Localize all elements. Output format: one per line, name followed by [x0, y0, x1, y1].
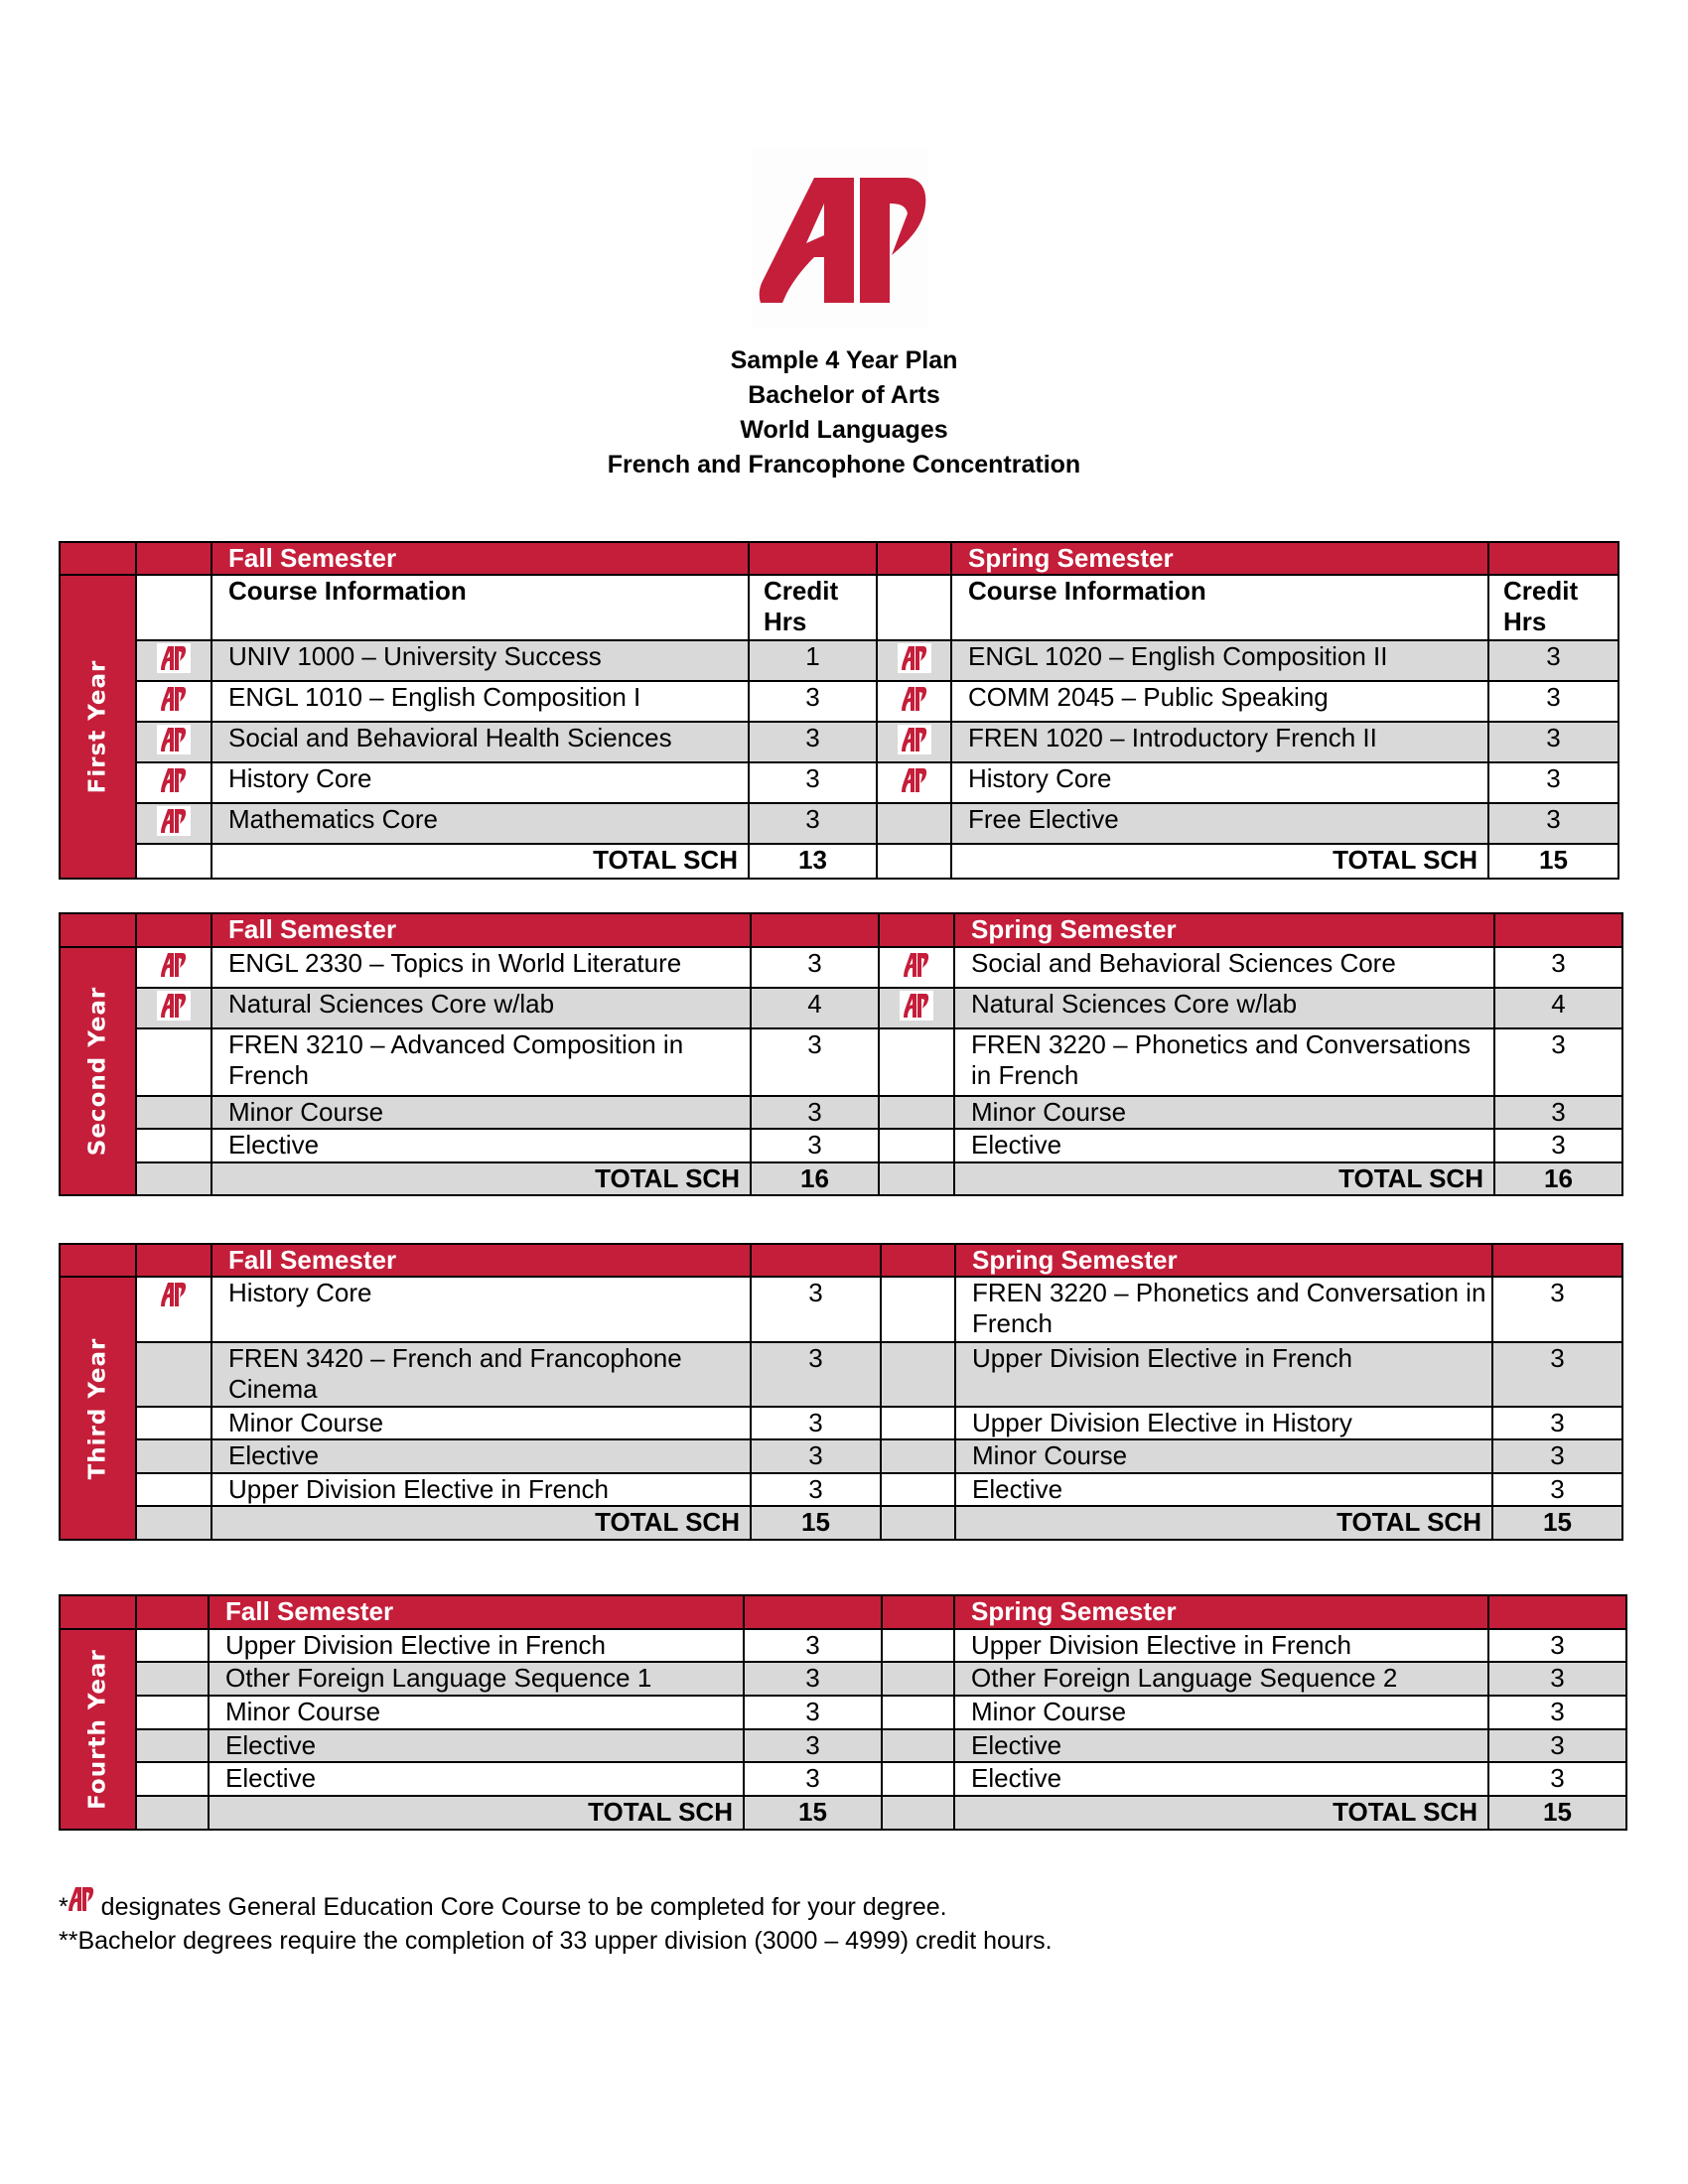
year-corner [60, 542, 136, 575]
spring-credits: 3 [1488, 1629, 1626, 1662]
fall-credits: 3 [744, 1762, 882, 1796]
year-corner [60, 913, 136, 947]
core-indicator [136, 1096, 211, 1129]
fall-course: Minor Course [211, 1407, 751, 1439]
spring-credits: 3 [1492, 1439, 1622, 1473]
course-row [60, 762, 1618, 803]
header-blank [751, 1244, 881, 1277]
fall-credits: 3 [751, 1096, 879, 1129]
fall-course: FREN 3420 – French and Francophone Cinema [211, 1342, 751, 1407]
spring-total-label: TOTAL SCH [954, 1796, 1488, 1830]
fall-course: Other Foreign Language Sequence 1 [209, 1662, 744, 1696]
course-info-header: Course Information [211, 575, 749, 640]
core-indicator [136, 1662, 209, 1696]
year-table-1 [59, 541, 1619, 880]
spring-total-label: TOTAL SCH [955, 1506, 1492, 1540]
icon-col-blank [136, 844, 211, 879]
spring-total-label: TOTAL SCH [954, 1162, 1494, 1195]
ap-core-icon [69, 1886, 94, 1920]
spring-course: Elective [954, 1762, 1488, 1796]
fall-total-value: 13 [749, 844, 877, 879]
fall-credits: 3 [749, 762, 877, 803]
spring-course: FREN 1020 – Introductory French II [951, 722, 1488, 762]
title-line-1: Sample 4 Year Plan [730, 346, 958, 374]
header-blank [749, 542, 877, 575]
course-row [60, 1277, 1622, 1342]
fall-course: History Core [211, 762, 749, 803]
core-indicator [879, 988, 954, 1028]
header-blank [882, 1595, 954, 1629]
core-indicator [879, 947, 954, 988]
spring-total-value: 16 [1494, 1162, 1622, 1195]
course-row [60, 1473, 1622, 1506]
total-row [60, 1796, 1626, 1830]
header-blank [881, 1244, 955, 1277]
icon-col-blank [879, 1162, 954, 1195]
year-table-3 [59, 1243, 1623, 1541]
fall-semester-header: Fall Semester [211, 542, 749, 575]
spring-credits: 4 [1494, 988, 1622, 1028]
spring-credits: 3 [1488, 1662, 1626, 1696]
spring-course: COMM 2045 – Public Speaking [951, 681, 1488, 722]
spring-credits: 3 [1488, 681, 1618, 722]
year-corner [60, 1244, 136, 1277]
header-blank [879, 913, 954, 947]
spring-credits: 3 [1492, 1277, 1622, 1342]
spring-credits: 3 [1492, 1407, 1622, 1439]
spring-semester-header: Spring Semester [954, 1595, 1488, 1629]
core-indicator [877, 722, 951, 762]
icon-col-blank [136, 1796, 209, 1830]
spring-course: Minor Course [954, 1096, 1494, 1129]
fall-course: Mathematics Core [211, 803, 749, 844]
icon-col-blank [136, 1162, 211, 1195]
core-indicator [136, 1762, 209, 1796]
fall-credits: 3 [751, 1028, 879, 1096]
spring-semester-header: Spring Semester [954, 913, 1494, 947]
spring-course: History Core [951, 762, 1488, 803]
ap-core-icon [157, 991, 191, 1021]
ap-core-icon [157, 684, 191, 714]
footnotes [59, 1890, 1053, 1958]
core-indicator [881, 1407, 955, 1439]
fall-credits: 3 [744, 1629, 882, 1662]
spring-course: Upper Division Elective in French [955, 1342, 1492, 1407]
core-indicator [136, 1129, 211, 1162]
total-row [60, 1506, 1622, 1540]
core-indicator [881, 1439, 955, 1473]
course-row [60, 1629, 1626, 1662]
fall-course: Elective [209, 1729, 744, 1762]
header-blank [136, 1595, 209, 1629]
ap-core-icon [900, 991, 933, 1021]
course-row [60, 1129, 1622, 1162]
plan-title-block [0, 343, 1688, 482]
fall-credits: 3 [751, 947, 879, 988]
fall-total-value: 15 [744, 1796, 882, 1830]
core-indicator [879, 1096, 954, 1129]
fall-credits: 3 [744, 1662, 882, 1696]
core-indicator [136, 762, 211, 803]
spring-credits: 3 [1488, 722, 1618, 762]
icon-col-blank [136, 575, 211, 640]
spring-credits: 3 [1492, 1473, 1622, 1506]
course-info-header: Course Information [951, 575, 1488, 640]
fall-total-label: TOTAL SCH [211, 1506, 751, 1540]
fall-semester-header: Fall Semester [211, 913, 751, 947]
icon-col-blank [136, 1506, 211, 1540]
course-row [60, 803, 1618, 844]
ap-core-icon [900, 950, 933, 980]
semester-header-row [60, 542, 1618, 575]
course-row [60, 1096, 1622, 1129]
spring-course: Free Elective [951, 803, 1488, 844]
total-row [60, 1162, 1622, 1195]
spring-credits: 3 [1488, 1696, 1626, 1729]
fall-total-label: TOTAL SCH [209, 1796, 744, 1830]
course-row [60, 947, 1622, 988]
year-table-4 [59, 1594, 1627, 1831]
fall-course: History Core [211, 1277, 751, 1342]
fall-course: UNIV 1000 – University Success [211, 640, 749, 681]
header-blank [1488, 542, 1618, 575]
fall-total-label: TOTAL SCH [211, 844, 749, 879]
icon-col-blank [882, 1796, 954, 1830]
spring-semester-header: Spring Semester [951, 542, 1488, 575]
fall-credits: 3 [751, 1439, 881, 1473]
spring-course: Elective [955, 1473, 1492, 1506]
header-blank [877, 542, 951, 575]
fall-course: ENGL 1010 – English Composition I [211, 681, 749, 722]
spring-total-value: 15 [1488, 1796, 1626, 1830]
course-row [60, 1762, 1626, 1796]
ap-core-icon [157, 643, 191, 673]
core-indicator [136, 1407, 211, 1439]
fall-course: Upper Division Elective in French [211, 1473, 751, 1506]
core-indicator [882, 1729, 954, 1762]
column-header-row [60, 575, 1618, 640]
core-indicator [881, 1342, 955, 1407]
fall-course: Elective [209, 1762, 744, 1796]
fall-total-value: 16 [751, 1162, 879, 1195]
core-indicator [882, 1762, 954, 1796]
core-indicator [881, 1277, 955, 1342]
fall-credits: 3 [749, 803, 877, 844]
credit-hrs-header: Credit Hrs [749, 575, 877, 640]
course-row [60, 1342, 1622, 1407]
spring-credits: 3 [1488, 803, 1618, 844]
spring-credits: 3 [1488, 640, 1618, 681]
year-table-2 [59, 912, 1623, 1196]
course-row [60, 1696, 1626, 1729]
fall-credits: 3 [749, 722, 877, 762]
header-blank [1494, 913, 1622, 947]
core-indicator [882, 1662, 954, 1696]
spring-course: Social and Behavioral Sciences Core [954, 947, 1494, 988]
fall-credits: 1 [749, 640, 877, 681]
core-indicator [136, 803, 211, 844]
header-blank [136, 1244, 211, 1277]
spring-course: Elective [954, 1729, 1488, 1762]
core-indicator [136, 722, 211, 762]
spring-credits: 3 [1488, 1729, 1626, 1762]
header-blank [1492, 1244, 1622, 1277]
core-indicator [136, 988, 211, 1028]
semester-header-row [60, 1244, 1622, 1277]
fall-course: Social and Behavioral Health Sciences [211, 722, 749, 762]
core-indicator [136, 1629, 209, 1662]
course-row [60, 1439, 1622, 1473]
core-indicator [136, 1342, 211, 1407]
core-indicator [881, 1473, 955, 1506]
header-blank [1488, 1595, 1626, 1629]
fall-course: Elective [211, 1129, 751, 1162]
core-indicator [136, 681, 211, 722]
ap-core-icon [898, 643, 931, 673]
spring-semester-header: Spring Semester [955, 1244, 1492, 1277]
core-indicator [882, 1629, 954, 1662]
year-corner [60, 1595, 136, 1629]
spring-course: Upper Division Elective in French [954, 1629, 1488, 1662]
spring-total-label: TOTAL SCH [951, 844, 1488, 879]
spring-course: Minor Course [954, 1696, 1488, 1729]
core-indicator [136, 1729, 209, 1762]
semester-header-row [60, 913, 1622, 947]
spring-total-value: 15 [1492, 1506, 1622, 1540]
icon-col-blank [877, 575, 951, 640]
core-indicator [882, 1696, 954, 1729]
spring-course: ENGL 1020 – English Composition II [951, 640, 1488, 681]
ap-core-icon [898, 684, 931, 714]
year-label: Fourth Year [60, 1629, 136, 1830]
course-row [60, 722, 1618, 762]
core-indicator [877, 681, 951, 722]
ap-core-icon [157, 1280, 191, 1309]
credit-hrs-header: Credit Hrs [1488, 575, 1618, 640]
course-row [60, 1407, 1622, 1439]
spring-credits: 3 [1492, 1342, 1622, 1407]
total-row [60, 844, 1618, 879]
ap-core-icon [898, 725, 931, 754]
spring-credits: 3 [1494, 1096, 1622, 1129]
header-blank [751, 913, 879, 947]
ap-core-icon [157, 725, 191, 754]
fall-course: ENGL 2330 – Topics in World Literature [211, 947, 751, 988]
fall-semester-header: Fall Semester [209, 1595, 744, 1629]
fall-credits: 3 [751, 1277, 881, 1342]
spring-credits: 3 [1488, 1762, 1626, 1796]
title-line-4: French and Francophone Concentration [607, 451, 1081, 478]
title-line-3: World Languages [740, 416, 948, 444]
icon-col-blank [877, 844, 951, 879]
fall-course: Minor Course [211, 1096, 751, 1129]
ap-core-icon [157, 806, 191, 836]
header-blank [136, 542, 211, 575]
core-indicator [877, 762, 951, 803]
core-indicator [877, 803, 951, 844]
fall-credits: 3 [751, 1473, 881, 1506]
spring-course: FREN 3220 – Phonetics and Conversations in French [954, 1028, 1494, 1096]
ap-core-icon [898, 765, 931, 795]
year-label: Third Year [60, 1277, 136, 1540]
icon-col-blank [881, 1506, 955, 1540]
fall-semester-header: Fall Semester [211, 1244, 751, 1277]
spring-course: Other Foreign Language Sequence 2 [954, 1662, 1488, 1696]
core-indicator [136, 640, 211, 681]
ap-core-icon [157, 950, 191, 980]
course-row [60, 988, 1622, 1028]
title-line-2: Bachelor of Arts [748, 381, 940, 409]
fall-credits: 3 [749, 681, 877, 722]
core-indicator [136, 1473, 211, 1506]
spring-course: Upper Division Elective in History [955, 1407, 1492, 1439]
core-indicator [136, 1028, 211, 1096]
spring-course: Elective [954, 1129, 1494, 1162]
year-label: Second Year [60, 947, 136, 1195]
spring-course: Natural Sciences Core w/lab [954, 988, 1494, 1028]
spring-credits: 3 [1494, 1129, 1622, 1162]
core-indicator [136, 1277, 211, 1342]
year-label: First Year [60, 575, 136, 879]
course-row [60, 640, 1618, 681]
course-row [60, 1662, 1626, 1696]
semester-header-row [60, 1595, 1626, 1629]
header-blank [744, 1595, 882, 1629]
fall-credits: 3 [751, 1342, 881, 1407]
ap-logo-icon [757, 176, 931, 305]
fall-credits: 3 [744, 1729, 882, 1762]
course-row [60, 1028, 1622, 1096]
fall-total-value: 15 [751, 1506, 881, 1540]
fall-course: FREN 3210 – Advanced Composition in French [211, 1028, 751, 1096]
spring-credits: 3 [1494, 947, 1622, 988]
core-indicator [136, 1439, 211, 1473]
footnote-upper-division: **Bachelor degrees require the completion of 33 upper division (3000 – 4999) credit hours. [59, 1927, 1053, 1955]
core-indicator [877, 640, 951, 681]
core-indicator [136, 1696, 209, 1729]
spring-total-value: 15 [1488, 844, 1618, 879]
fall-credits: 3 [744, 1696, 882, 1729]
fall-course: Elective [211, 1439, 751, 1473]
fall-credits: 3 [751, 1129, 879, 1162]
fall-course: Upper Division Elective in French [209, 1629, 744, 1662]
fall-course: Minor Course [209, 1696, 744, 1729]
header-blank [136, 913, 211, 947]
course-row [60, 681, 1618, 722]
spring-course: Minor Course [955, 1439, 1492, 1473]
course-row [60, 1729, 1626, 1762]
core-indicator [136, 947, 211, 988]
fall-total-label: TOTAL SCH [211, 1162, 751, 1195]
spring-credits: 3 [1494, 1028, 1622, 1096]
fall-course: Natural Sciences Core w/lab [211, 988, 751, 1028]
core-indicator [879, 1129, 954, 1162]
ap-core-icon [157, 765, 191, 795]
fall-credits: 4 [751, 988, 879, 1028]
university-logo [752, 149, 928, 328]
spring-credits: 3 [1488, 762, 1618, 803]
footnote-core: * designates General Education Core Course to be completed for your degree. [59, 1890, 1053, 1924]
core-indicator [879, 1028, 954, 1096]
fall-credits: 3 [751, 1407, 881, 1439]
spring-course: FREN 3220 – Phonetics and Conversation in French [955, 1277, 1492, 1342]
